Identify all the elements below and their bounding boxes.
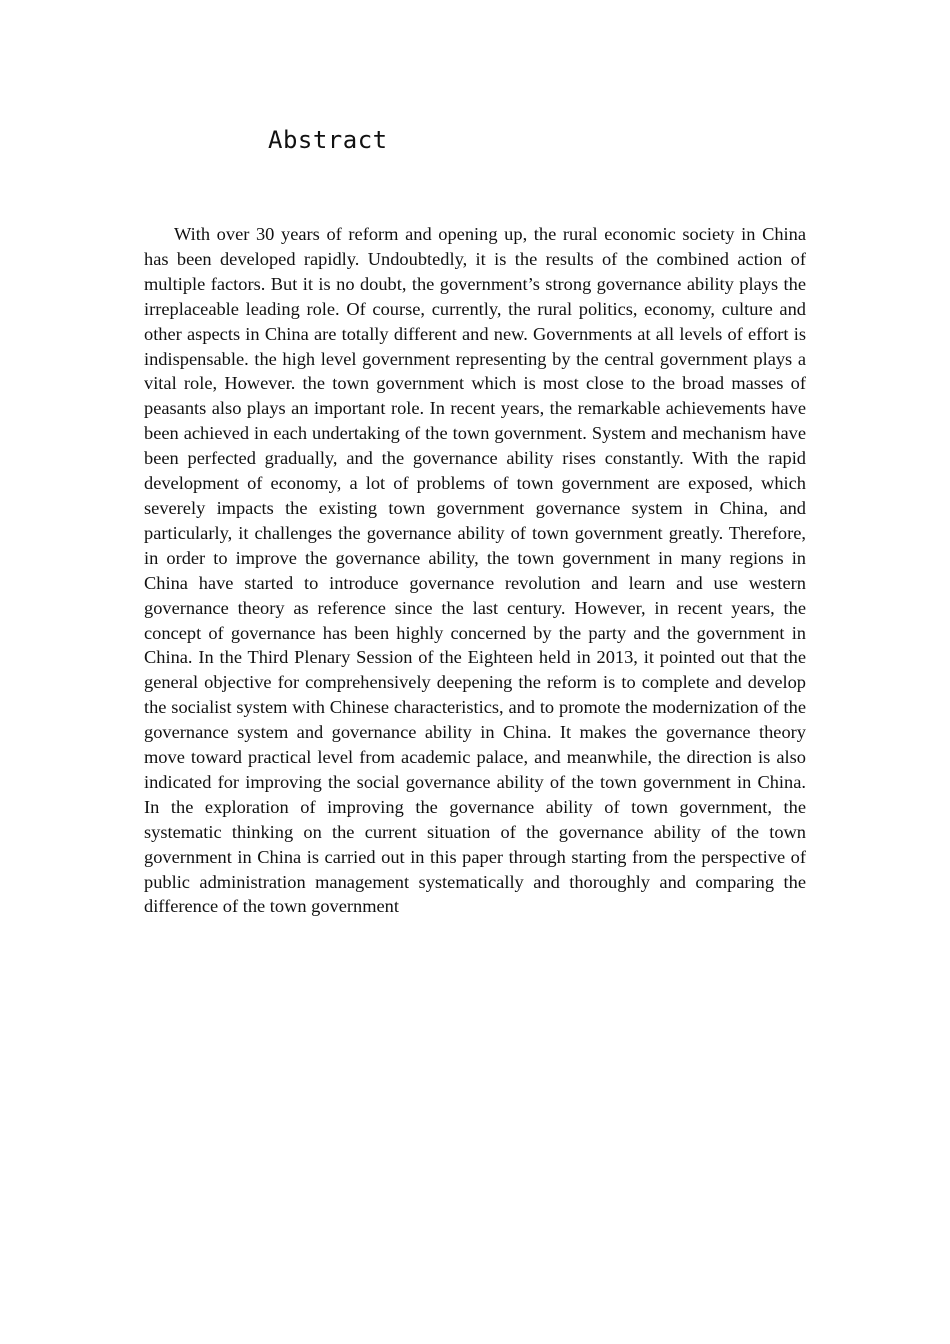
abstract-body: With over 30 years of reform and opening up, the rural economic society in China has been developed rapidly. Undoubtedly, it is the results of the combined action of multiple factors. But it is no doubt, the government’s strong governance ability plays the irreplaceable leading role. Of course, currently, the rural politics, economy, culture and other aspects in China are totally different and new. Governments at all levels of effort is indispensable. the high level government representing by the central government plays a vital role, However. the town government which is most close to the broad masses of peasants also plays an important role. In recent years, the remarkable achievements have been achieved in each undertaking of the town government. System and mechanism have been perfected gradually, and the governance ability rises constantly. With the rapid development of economy, a lot of problems of town government are exposed, which severely impacts the existing town government governance system in China, and particularly, it challenges the governance ability of town government greatly. Therefore, in order to improve the governance ability, the town government in many regions in China have started to introduce governance revolution and learn and use western governance theory as reference since the last century. However, in recent years, the concept of governance has been highly concerned by the party and the government in China. In the Third Plenary Session of the Eighteen held in 2013, it pointed out that the general objective for comprehensively deepening the reform is to complete and develop the socialist system with Chinese characteristics, and to promote the modernization of the governance system and governance ability in China. It makes the governance theory move toward practical level from academic palace, and meanwhile, the direction is also indicated for improving the social governance ability of the town government in China. In the exploration of improving the governance ability of town government, the systematic thinking on the current situation of the governance ability of the town government in China is carried out in this paper through starting from the perspective of public administration management systematically and thoroughly and comparing the difference of the town government — [144, 224, 806, 917]
abstract-title: Abstract — [268, 126, 388, 154]
